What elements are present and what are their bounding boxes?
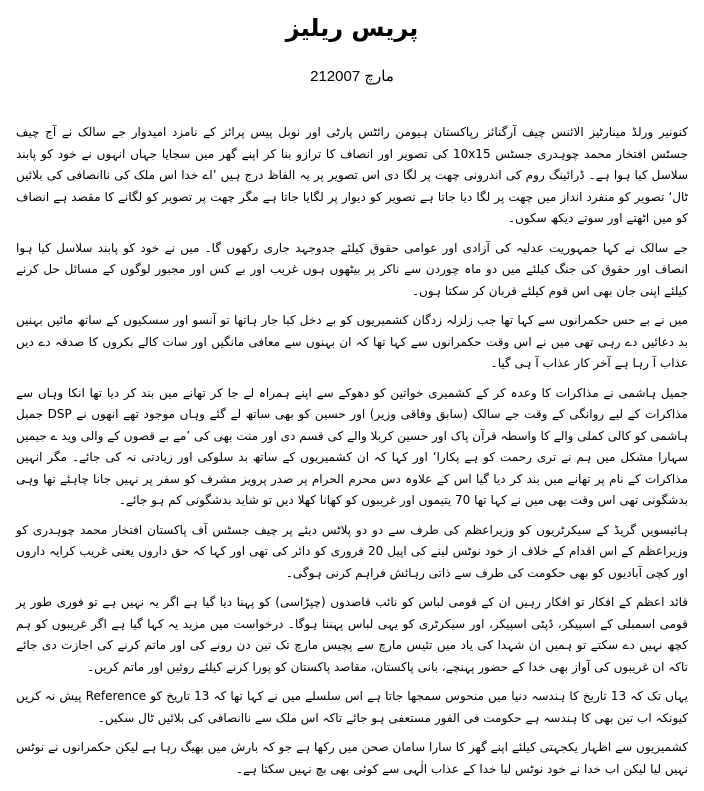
- article-body: [16, 122, 688, 780]
- paragraph-6: قائد اعظم کے افکار تو افکار رہیں ان کے قومی لباس کو نائب قاصدوں (چپڑاسی) کو پہنا دیا گیا ہے اگر یہ نہیں ہے تو فوری طور پر قومی اسمبلی کے اسپیکر، ڈپٹی اسپیکر، اور سیکرٹری کو یہی لباس پہننا ہوگا۔ درخواست میں مزید یہ کہا گیا ہے اگر غریبوں کو ہم کچھ نہیں دے سکتے تو ہمیں ان شہدا کی یاد میں تئیس مارچ سے پچیس مارچ تک تین دن رونے کی اور ماتم کرنے کی اجازت دی جائے تاکہ ان غریبوں کی آواز بھی خدا کے حضور پہنچے، بانی پاکستان، مقاصد پاکستان کو پورا کرنے کیلئے روئیں اور ماتم کریں۔: [16, 595, 688, 674]
- paragraph-8: کشمیریوں سے اظہار یکجہتی کیلئے اپنے گھر کا سارا سامان صحن میں رکھا ہے جو کہ بارش میں بھیگ رہا ہے لیکن حکمرانوں نے نوٹس نہیں لیا لیکن اب خدا نے خود نوٹس لیا خدا کے عذاب الٰہی سے کوئی بھی بچ نہیں سکتا ہے۔: [16, 740, 688, 776]
- paragraph-7: یہاں تک کہ 13 تاریخ کا ہندسہ دنیا میں منحوس سمجھا جاتا ہے اس سلسلے میں نے کہا تھا کہ 13 تاریخ کو Reference پیش نہ کریں کیونکہ اب تین بھی کا ہندسہ ہے حکومت فی الفور مستعفی ہو جائے تاکہ اس ملک سے ناانصافی کی بلائیں ٹال سکیں۔: [16, 689, 689, 725]
- release-date: 21مارچ 2007: [310, 68, 394, 85]
- paragraph-4: جمیل ہاشمی نے مذاکرات کا وعدہ کر کے کشمیری خواتین کو دھوکے سے اپنے ہمراہ لے جا کر تھانے میں بند کر دیا تھا انکا وہاں سے مذاکرات کے لیے روانگی کے وقت جے سالک (سابق وفاقی وزیر) اور حسین کو بھی ساتھ لے گئے وہاں موجود تھے انھوں نے DSP جمیل ہاشمی کو کالی کملی والے کا واسطہ قرآن پاک اور حسین کربلا والے کی قسم دی اور منت بھی کی ’مے بے قصوں کے والی وید ے جیمیں سہارا مشکل میں ہم نے تری رحمت کو ہے پکارا‘ اور کہا کہ ان کشمیریوں کے ساتھ بد سلوکی اور زیادتی نہ کی جائے۔ مگر انہیں مذاکرات کے نام پر تھانے میں بند کر دیا گیا اس کے علاوہ دس محرم الحرام پر صدر پرویز مشرف کو سفر پر نہیں جانا چاہئے تھا وہی بدشگونی تھی اس وقت بھی میں نے کہا تھا 70 یتیموں اور غریبوں کو کھانا کھلا دیں تو شاید بدشگونی کم ہو جائے۔: [16, 385, 688, 507]
- paragraph-3: میں نے بے حس حکمرانوں سے کہا تھا جب زلزلہ زدگان کشمیریوں کو بے دخل کیا جار ہاتھا تو آنسو اور سسکیوں کے ساتھ مائیں بہنیں بد دعائیں دے رہی تھی میں نے اس وقت حکمرانوں سے کہا تھا کہ ان بہنوں سے معافی مانگیں اور سات کالے بکروں کا صدقہ دے دیں عذاب آ رہا ہے آخر کار عذاب آ ہی گیا۔: [16, 313, 688, 370]
- paragraph-1: کنونیر ورلڈ مینارٹیز الائنس چیف آرگنائز رپاکستان ہیومن رائٹس پارٹی اور نوبل پیس پرائز کے نامزد امیدوار جے سالک نے آج چیف جسٹس افتخار محمد چوہدری جسٹس 10x15 کی تصویر اور انصاف کا ترازو بنا کر اپنے گھر میں سجایا جہاں انہوں نے خود کو پابند سلاسل کیا ہوا ہے۔ ڈرائینگ روم کی اندرونی چھت پر لگا دی اس تصویر پر یہ الفاظ درج ہیں ’اے خدا اس ملک کی ناانصافی کی بلائیں ٹال‘ تصویر کو منفرد انداز میں چھت پر لگا دیا جاتا ہے تصویر کو دیوار پر لگایا جاتا ہے مگر چھت پر تصویر کو لگانے کا مقصد ہے انصاف کو میں اٹھتے اور سوتے دیکھ سکوں۔: [16, 125, 688, 225]
- page-title: پریس ریلیز: [285, 14, 419, 42]
- paragraph-5: ہائیسویں گریڈ کے سیکرٹریوں کو وزیراعظم کی طرف سے دو دو پلاٹس دیئے پر چیف جسٹس آف پاکستان افتخار محمد چوہدری کو وزیراعظم کے اس اقدام کے خلاف از خود نوٹس لینے کی اپیل 20 فروری کو دائر کی تھی اور کہا کہ حق داروں یعنی غریب کرایہ داروں اور کچی آبادیوں کو بھی حکومت کی طرف سے ذاتی رہائش فراہم کرنی ہوگی۔: [16, 522, 688, 580]
- paragraph-2: جے سالک نے کہا جمہوریت عدلیہ کی آزادی اور عوامی حقوق کیلئے جدوجہد جاری رکھوں گا۔ میں نے خود کو پابند سلاسل کیا ہوا انصاف اور حقوق کی جنگ کیلئے میں دو ماہ چوردن سے ناکر پر بیٹھوں ہوں غریب اور بے کس اور مجبور لوگوں کے مسائل حل کرنے کیلئے اپنی جان بھی اس قوم کیلئے قربان کر سکتا ہوں۔: [16, 240, 688, 298]
